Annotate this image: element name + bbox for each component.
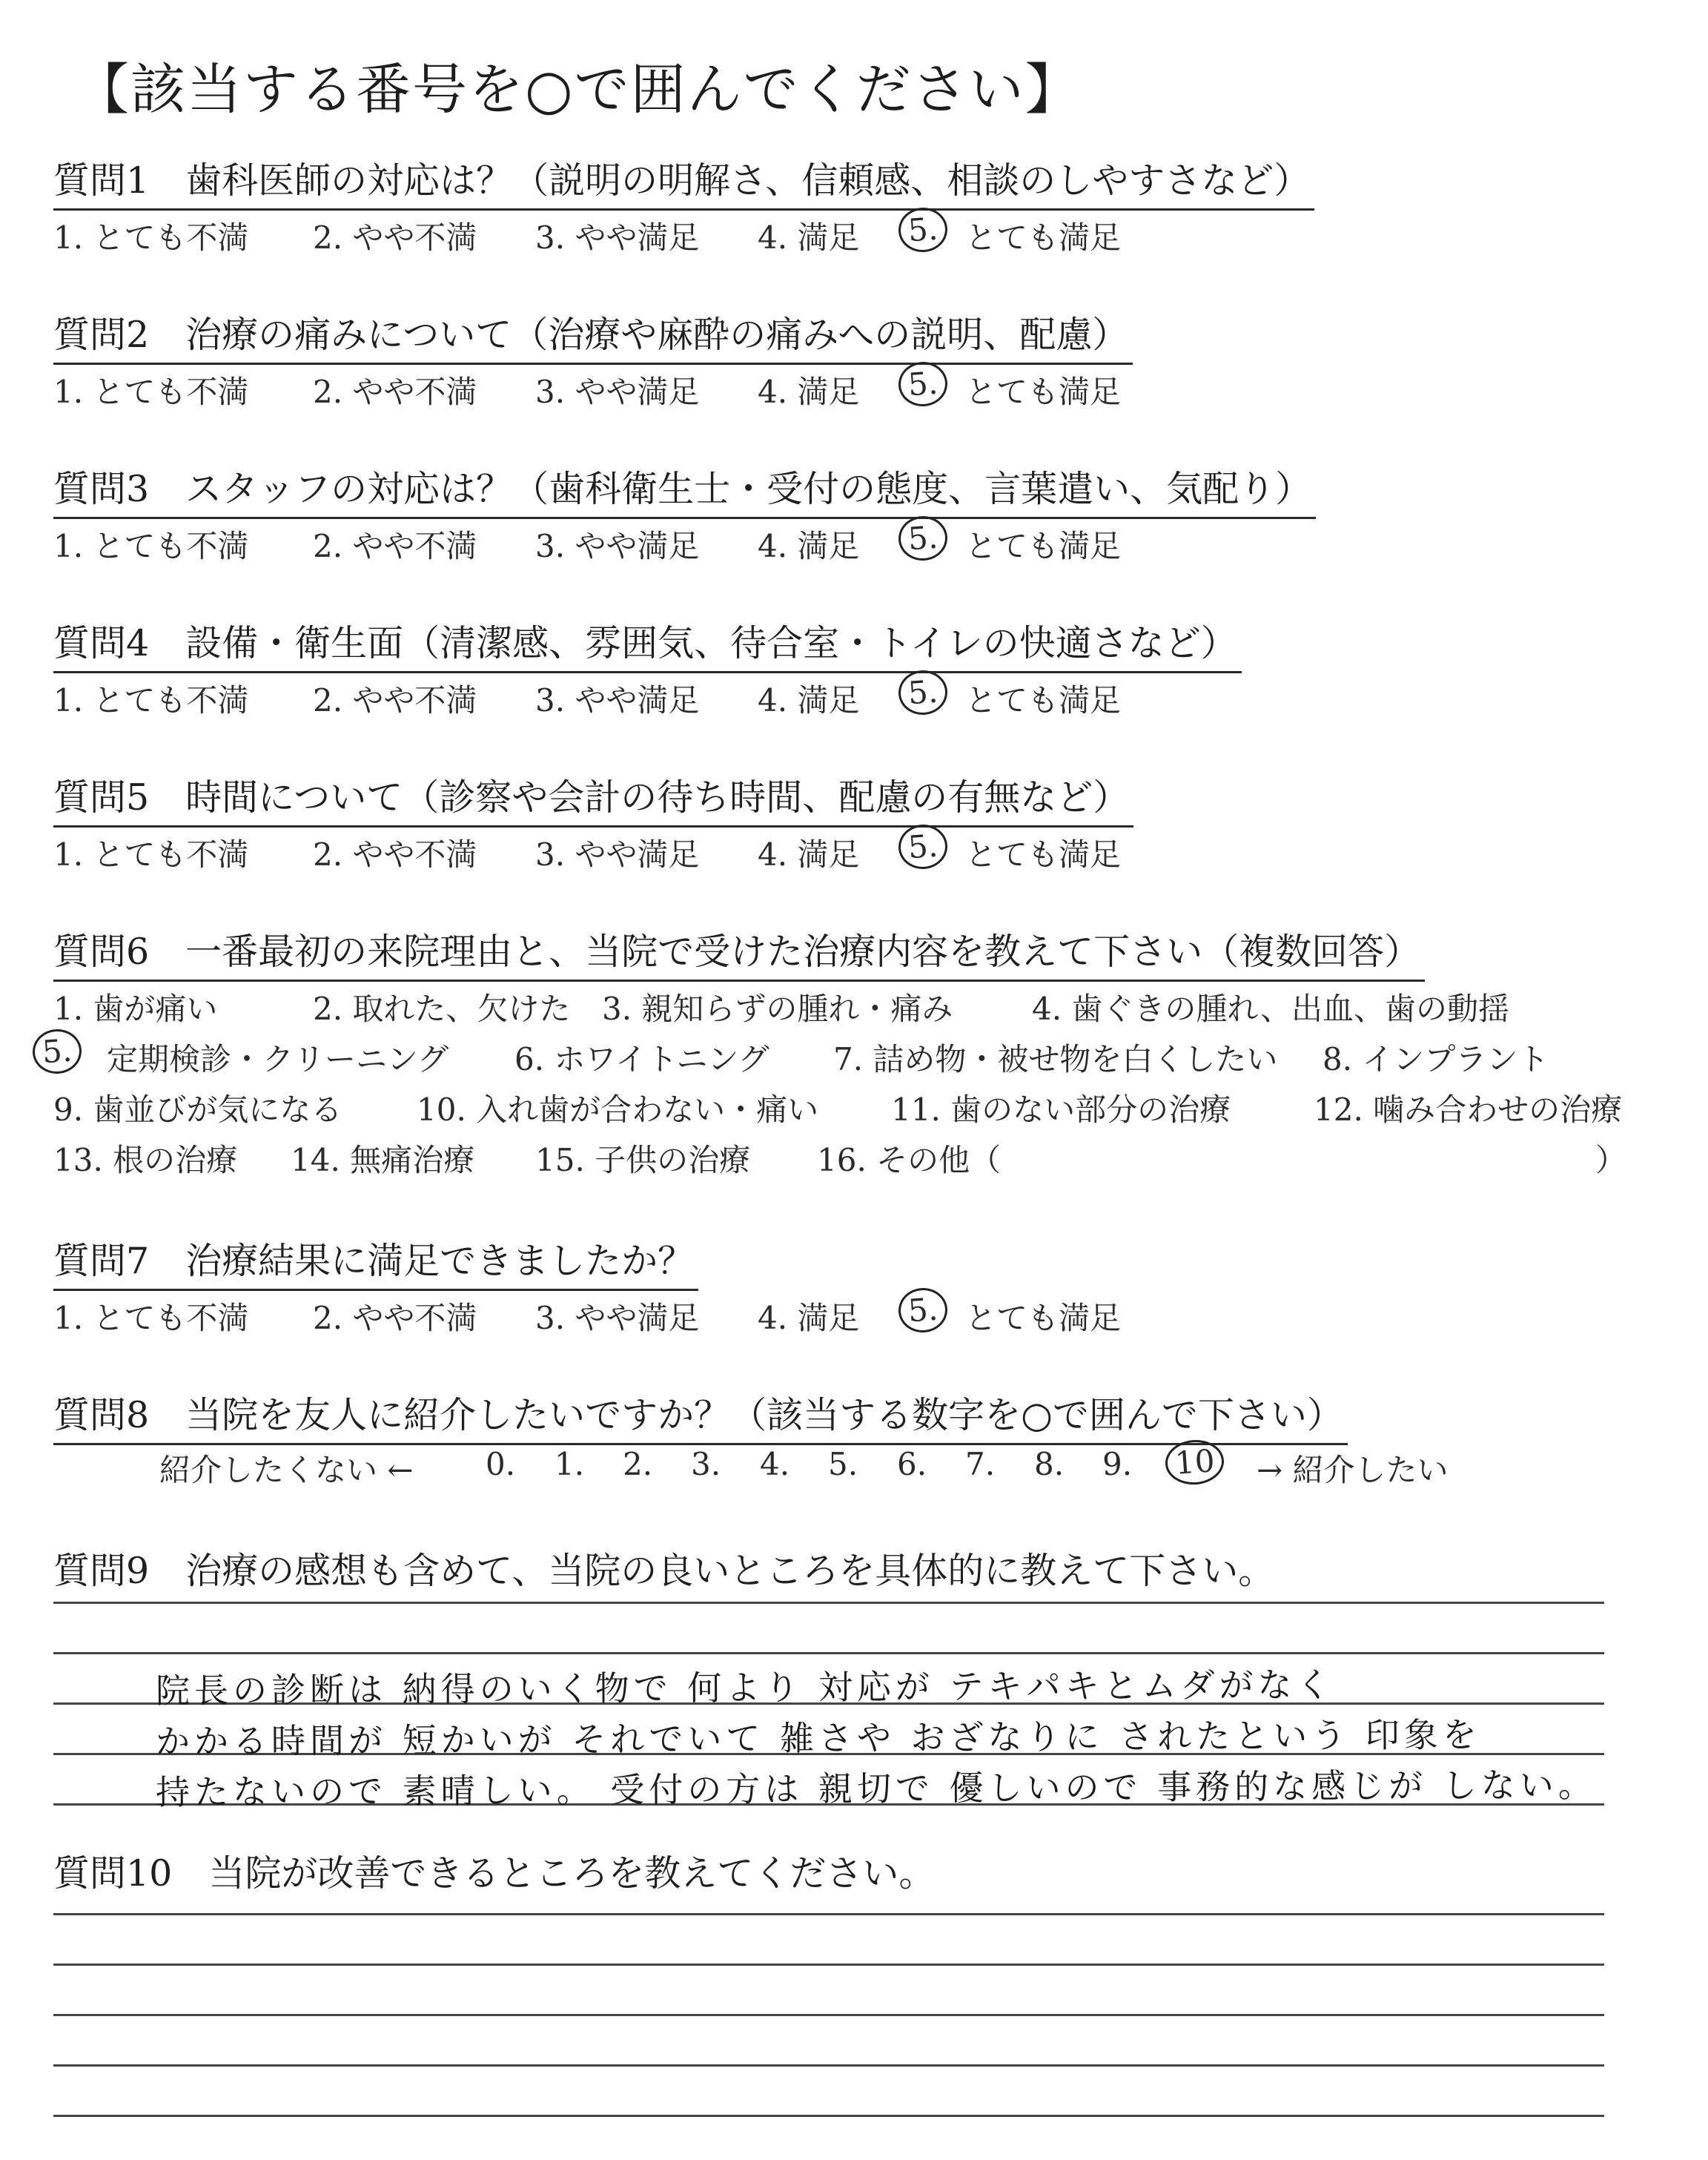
question-7-heading: 質問7 治療結果に満足できましたか？ [53,1232,698,1291]
reason-option-2[interactable]: 2. 取れた、欠けた [313,991,571,1027]
reason-option-4[interactable]: 4. 歯ぐきの腫れ、出血、歯の動揺 [1032,991,1509,1027]
reason-option-1[interactable]: 1. 歯が痛い [53,991,218,1027]
option-1[interactable]: 1. とても不満 [53,836,249,873]
option-5-label: とても満足 [965,1300,1122,1336]
handwritten-answer-line-2: かかる時間が 短かいが それでいて 雑さや おざなりに されたという 印象を [155,1714,1481,1762]
reason-option-5-circled[interactable]: 5. [31,1028,83,1075]
answer-rule [53,1913,1604,1915]
option-2[interactable]: 2. やや不満 [313,836,477,873]
option-3[interactable]: 3. やや満足 [535,528,700,564]
answer-rule [53,2115,1604,2117]
option-4[interactable]: 4. 満足 [758,1300,860,1336]
option-4[interactable]: 4. 満足 [758,528,860,564]
option-1[interactable]: 1. とても不満 [53,374,249,410]
option-3[interactable]: 3. やや満足 [535,219,700,256]
option-5-circled[interactable]: 5. [897,669,949,716]
scale-right-label: → 紹介したい [1257,1452,1449,1488]
option-2[interactable]: 2. やや不満 [313,219,477,256]
option-5-circled[interactable]: 5. [897,823,949,871]
option-5-label: とても満足 [965,836,1122,873]
question-10-heading: 質問10 当院が改善できるところを教えてください。 [53,1852,936,1895]
question-9-heading: 質問9 治療の感想も含めて、当院の良いところを具体的に教えて下さい。 [53,1550,1275,1592]
option-4[interactable]: 4. 満足 [758,682,860,719]
scale-8[interactable]: 8. [1034,1446,1065,1482]
reason-option-10[interactable]: 10. 入れ歯が合わない・痛い [417,1091,819,1128]
option-3[interactable]: 3. やや満足 [535,682,700,719]
scale-10-circled[interactable]: 10 [1164,1438,1225,1486]
option-5-label: とても満足 [965,219,1122,256]
answer-rule [53,1964,1604,1966]
reason-option-16[interactable]: 16. その他（ [817,1142,1002,1178]
option-3[interactable]: 3. やや満足 [535,1300,700,1336]
answer-rule [53,1602,1604,1604]
option-5-circled[interactable]: 5. [897,360,949,408]
option-5-circled[interactable]: 5. [897,515,949,562]
scale-9[interactable]: 9. [1102,1446,1133,1482]
reason-option-12[interactable]: 12. 噛み合わせの治療 [1314,1091,1623,1128]
option-1[interactable]: 1. とても不満 [53,219,249,256]
option-5-label: とても満足 [965,528,1122,564]
scale-2[interactable]: 2. [623,1446,653,1482]
reason-option-15[interactable]: 15. 子供の治療 [535,1142,751,1178]
option-5-circled[interactable]: 5. [897,206,949,254]
question-4-heading: 質問4 設備・衛生面（清潔感、雰囲気、待合室・トイレの快適さなど） [53,615,1242,673]
option-5-label: とても満足 [965,374,1122,410]
answer-rule [53,2014,1604,2016]
option-2[interactable]: 2. やや不満 [313,682,477,719]
answer-rule [53,2064,1604,2067]
reason-option-8[interactable]: 8. インプラント [1323,1041,1549,1077]
option-4[interactable]: 4. 満足 [758,219,860,256]
reason-option-11[interactable]: 11. 歯のない部分の治療 [891,1091,1231,1128]
reason-option-6[interactable]: 6. ホワイトニング [514,1041,769,1077]
reason-option-5-label: 定期検診・クリーニング [107,1041,449,1077]
page-title: 【該当する番号を○で囲んでください】 [74,58,1082,122]
option-5-circled[interactable]: 5. [897,1287,949,1334]
scale-left-label: 紹介したくない ← [159,1452,414,1488]
handwritten-answer-line-3: 持たないので 素晴しい。 受付の方は 親切で 優しいので 事務的な感じが しない。 [155,1764,1597,1813]
scale-3[interactable]: 3. [691,1446,721,1482]
option-5-label: とても満足 [965,682,1122,719]
question-3-heading: 質問3 スタッフの対応は？（歯科衛生士・受付の態度、言葉遣い、気配り） [53,460,1316,519]
option-3[interactable]: 3. やや満足 [535,836,700,873]
question-1-heading: 質問1 歯科医師の対応は？（説明の明解さ、信頼感、相談のしやすさなど） [53,152,1314,211]
option-2[interactable]: 2. やや不満 [313,1300,477,1336]
scale-1[interactable]: 1. [555,1446,585,1482]
scale-7[interactable]: 7. [965,1446,996,1482]
option-1[interactable]: 1. とても不満 [53,682,249,719]
question-2-heading: 質問2 治療の痛みについて（治療や麻酔の痛みへの説明、配慮） [53,306,1133,365]
scale-6[interactable]: 6. [897,1446,927,1482]
question-6-heading: 質問6 一番最初の来院理由と、当院で受けた治療内容を教えて下さい（複数回答） [53,923,1425,982]
reason-option-13[interactable]: 13. 根の治療 [53,1142,238,1178]
option-2[interactable]: 2. やや不満 [313,528,477,564]
option-4[interactable]: 4. 満足 [758,374,860,410]
option-3[interactable]: 3. やや満足 [535,374,700,410]
reason-option-3[interactable]: 3. 親知らずの腫れ・痛み [602,991,953,1027]
scale-4[interactable]: 4. [760,1446,790,1482]
option-2[interactable]: 2. やや不満 [313,374,477,410]
reason-option-7[interactable]: 7. 詰め物・被せ物を白くしたい [833,1041,1278,1077]
question-5-heading: 質問5 時間について（診察や会計の待ち時間、配慮の有無など） [53,769,1133,828]
reason-option-9[interactable]: 9. 歯並びが気になる [53,1091,342,1128]
option-1[interactable]: 1. とても不満 [53,528,249,564]
option-4[interactable]: 4. 満足 [758,836,860,873]
reason-option-14[interactable]: 14. 無痛治療 [291,1142,475,1178]
scale-5[interactable]: 5. [828,1446,858,1482]
question-8-heading: 質問8 当院を友人に紹介したいですか？（該当する数字を○で囲んで下さい） [53,1387,1348,1445]
scale-0[interactable]: 0. [486,1446,516,1482]
answer-rule [53,1652,1604,1654]
other-close-paren: ） [1595,1142,1627,1178]
handwritten-answer-line-1: 院長の診断は 納得のいく物で 何より 対応が テキパキとムダがなく [155,1664,1335,1711]
option-1[interactable]: 1. とても不満 [53,1300,249,1336]
